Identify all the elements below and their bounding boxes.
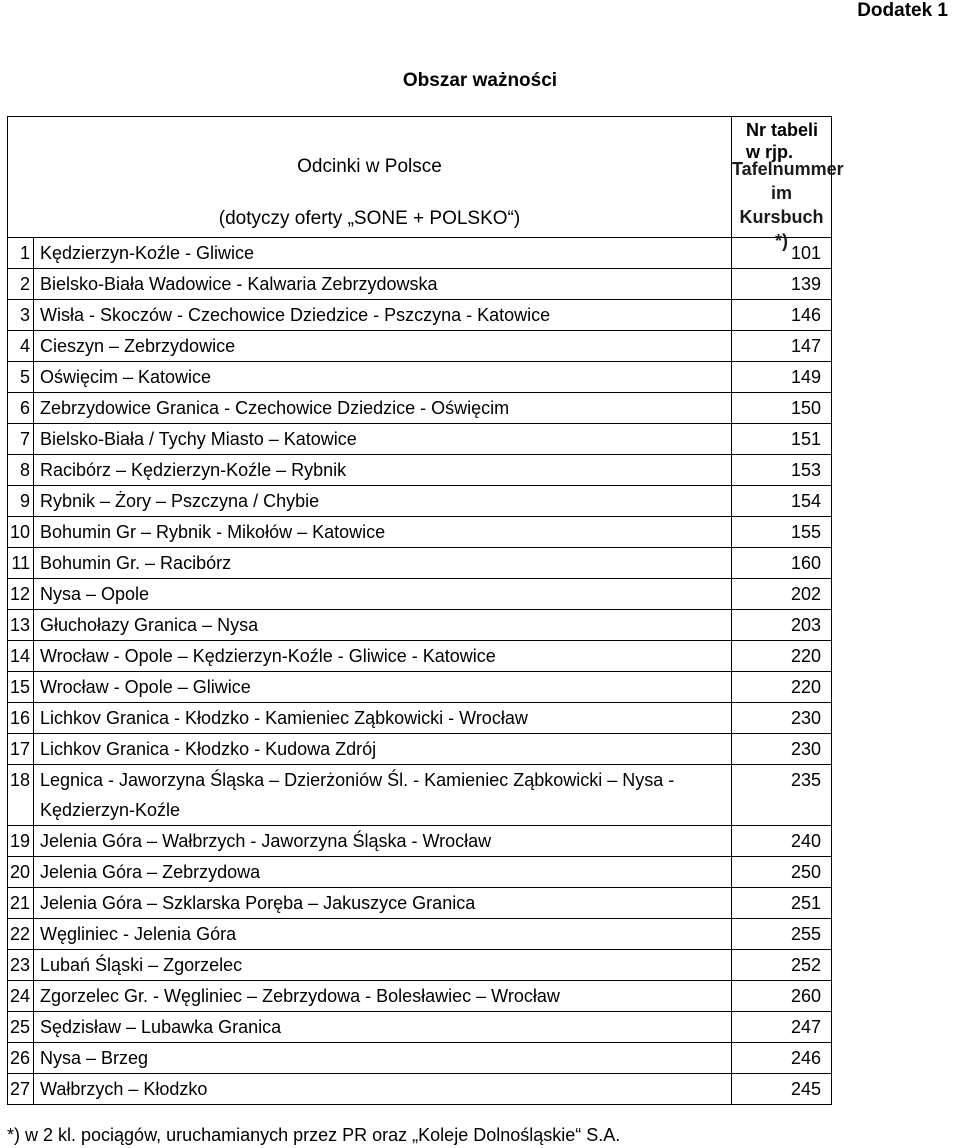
- offer-note: (dotyczy oferty „SONE + POLSKO“): [218, 208, 521, 229]
- table-row: [8, 362, 832, 393]
- table-row: [8, 734, 832, 765]
- row-number: 3: [8, 300, 34, 331]
- route-name: Bohumin Gr. – Racibórz: [34, 548, 732, 579]
- row-number: 19: [8, 826, 34, 857]
- route-name: Głuchołazy Granica – Nysa: [34, 610, 732, 641]
- route-name: Rybnik – Żory – Pszczyna / Chybie: [34, 486, 732, 517]
- table-row: [8, 517, 832, 548]
- timetable-number: 250: [732, 857, 832, 888]
- row-number: 6: [8, 393, 34, 424]
- row-number: 25: [8, 1012, 34, 1043]
- header-table-number-cell: [732, 117, 844, 251]
- row-number: 21: [8, 888, 34, 919]
- table-row: [8, 826, 832, 857]
- row-number: 8: [8, 455, 34, 486]
- route-name: Bielsko-Biała / Tychy Miasto – Katowice: [34, 424, 732, 455]
- timetable-number: 230: [732, 734, 832, 765]
- timetable-number: 151: [732, 424, 832, 455]
- table-row: [8, 393, 832, 424]
- timetable-number: 139: [732, 269, 832, 300]
- route-name: Jelenia Góra – Szklarska Poręba – Jakuszyce Granica: [34, 888, 732, 919]
- document-title: Obszar ważności: [402, 70, 558, 91]
- route-name: Cieszyn – Zebrzydowice: [34, 331, 732, 362]
- row-number: 18: [8, 765, 34, 826]
- row-number: 20: [8, 857, 34, 888]
- timetable-number: 220: [732, 641, 832, 672]
- footnote: *) w 2 kl. pociągów, uruchamianych przez PR oraz „Koleje Dolnośląskie“ S.A.: [7, 1125, 621, 1145]
- timetable-number: 255: [732, 919, 832, 950]
- row-number: 15: [8, 672, 34, 703]
- table-header-row: [8, 117, 832, 238]
- route-name: Racibórz – Kędzierzyn-Koźle – Rybnik: [34, 455, 732, 486]
- table-row: [8, 765, 832, 826]
- row-number: 12: [8, 579, 34, 610]
- route-name: Wrocław - Opole – Kędzierzyn-Koźle - Gliwice - Katowice: [34, 641, 732, 672]
- table-row: [8, 300, 832, 331]
- timetable-number: 240: [732, 826, 832, 857]
- table-row: [8, 1074, 832, 1105]
- timetable-number: 245: [732, 1074, 832, 1105]
- route-name: Zebrzydowice Granica - Czechowice Dziedzice - Oświęcim: [34, 393, 732, 424]
- row-number: 2: [8, 269, 34, 300]
- row-number: 1: [8, 238, 34, 269]
- timetable-number: 230: [732, 703, 832, 734]
- timetable-number: 220: [732, 672, 832, 703]
- route-name: Zgorzelec Gr. - Węgliniec – Zebrzydowa - Bolesławiec – Wrocław: [34, 981, 732, 1012]
- table-row: [8, 269, 832, 300]
- row-number: 4: [8, 331, 34, 362]
- timetable-number: 203: [732, 610, 832, 641]
- table-row: [8, 888, 832, 919]
- table-row: [8, 857, 832, 888]
- route-name: Wisła - Skoczów - Czechowice Dziedzice - Pszczyna - Katowice: [34, 300, 732, 331]
- timetable-number: 247: [732, 1012, 832, 1043]
- route-name: Legnica - Jaworzyna Śląska – Dzierżoniów Śl. - Kamieniec Ząbkowicki – Nysa - Kędzierzyn-Koźle: [34, 765, 732, 826]
- route-name: Oświęcim – Katowice: [34, 362, 732, 393]
- timetable-number: 155: [732, 517, 832, 548]
- table-row: [8, 981, 832, 1012]
- route-name: Lichkov Granica - Kłodzko - Kamieniec Ząbkowicki - Wrocław: [34, 703, 732, 734]
- route-name: Wałbrzych – Kłodzko: [34, 1074, 732, 1105]
- row-number: 10: [8, 517, 34, 548]
- table-row: [8, 1043, 832, 1074]
- row-number: 17: [8, 734, 34, 765]
- timetable-number: 202: [732, 579, 832, 610]
- route-name: Bielsko-Biała Wadowice - Kalwaria Zebrzydowska: [34, 269, 732, 300]
- table-row: [8, 331, 832, 362]
- route-name: Wrocław - Opole – Gliwice: [34, 672, 732, 703]
- route-name: Sędzisław – Lubawka Granica: [34, 1012, 732, 1043]
- timetable-number: 146: [732, 300, 832, 331]
- table-row: [8, 919, 832, 950]
- route-name: Jelenia Góra – Wałbrzych - Jaworzyna Śląska - Wrocław: [34, 826, 732, 857]
- annex-label: Dodatek 1: [857, 0, 948, 21]
- route-name: Jelenia Góra – Zebrzydowa: [34, 857, 732, 888]
- timetable-number: 149: [732, 362, 832, 393]
- route-name: Bohumin Gr – Rybnik - Mikołów – Katowice: [34, 517, 732, 548]
- row-number: 7: [8, 424, 34, 455]
- timetable-number: 101: [732, 238, 832, 269]
- route-name: Lubań Śląski – Zgorzelec: [34, 950, 732, 981]
- timetable-number: 252: [732, 950, 832, 981]
- table-row: [8, 548, 832, 579]
- table-row: [8, 1012, 832, 1043]
- validity-table: [7, 116, 844, 1105]
- row-number: 27: [8, 1074, 34, 1105]
- table-row: [8, 703, 832, 734]
- row-number: 26: [8, 1043, 34, 1074]
- table-row: [8, 424, 832, 455]
- timetable-number: 154: [732, 486, 832, 517]
- table-row: [8, 486, 832, 517]
- timetable-number: 251: [732, 888, 832, 919]
- table-row: [8, 641, 832, 672]
- sections-title: Odcinki w Polsce: [297, 156, 442, 177]
- row-number: 9: [8, 486, 34, 517]
- route-name: Nysa – Opole: [34, 579, 732, 610]
- route-name: Kędzierzyn-Koźle - Gliwice: [34, 238, 732, 269]
- timetable-number: 147: [732, 331, 832, 362]
- timetable-number: 160: [732, 548, 832, 579]
- timetable-number: 235: [732, 765, 832, 826]
- route-name: Lichkov Granica - Kłodzko - Kudowa Zdrój: [34, 734, 732, 765]
- row-number: 16: [8, 703, 34, 734]
- row-number: 5: [8, 362, 34, 393]
- timetable-number: 260: [732, 981, 832, 1012]
- row-number: 13: [8, 610, 34, 641]
- timetable-number: 246: [732, 1043, 832, 1074]
- table-row: [8, 579, 832, 610]
- row-number: 24: [8, 981, 34, 1012]
- row-number: 23: [8, 950, 34, 981]
- table-row: [8, 238, 832, 269]
- row-number: 11: [8, 548, 34, 579]
- table-row: [8, 455, 832, 486]
- table-row: [8, 672, 832, 703]
- header-sections-cell: [8, 117, 732, 238]
- route-name: Węgliniec - Jelenia Góra: [34, 919, 732, 950]
- tafelnummer-label: Tafelnummer im Kursbuch *): [732, 159, 844, 251]
- timetable-number-label: Nr tabeli w rjp.: [746, 120, 819, 162]
- table-row: [8, 610, 832, 641]
- timetable-number: 150: [732, 393, 832, 424]
- route-name: Nysa – Brzeg: [34, 1043, 732, 1074]
- row-number: 22: [8, 919, 34, 950]
- timetable-number: 153: [732, 455, 832, 486]
- row-number: 14: [8, 641, 34, 672]
- table-row: [8, 950, 832, 981]
